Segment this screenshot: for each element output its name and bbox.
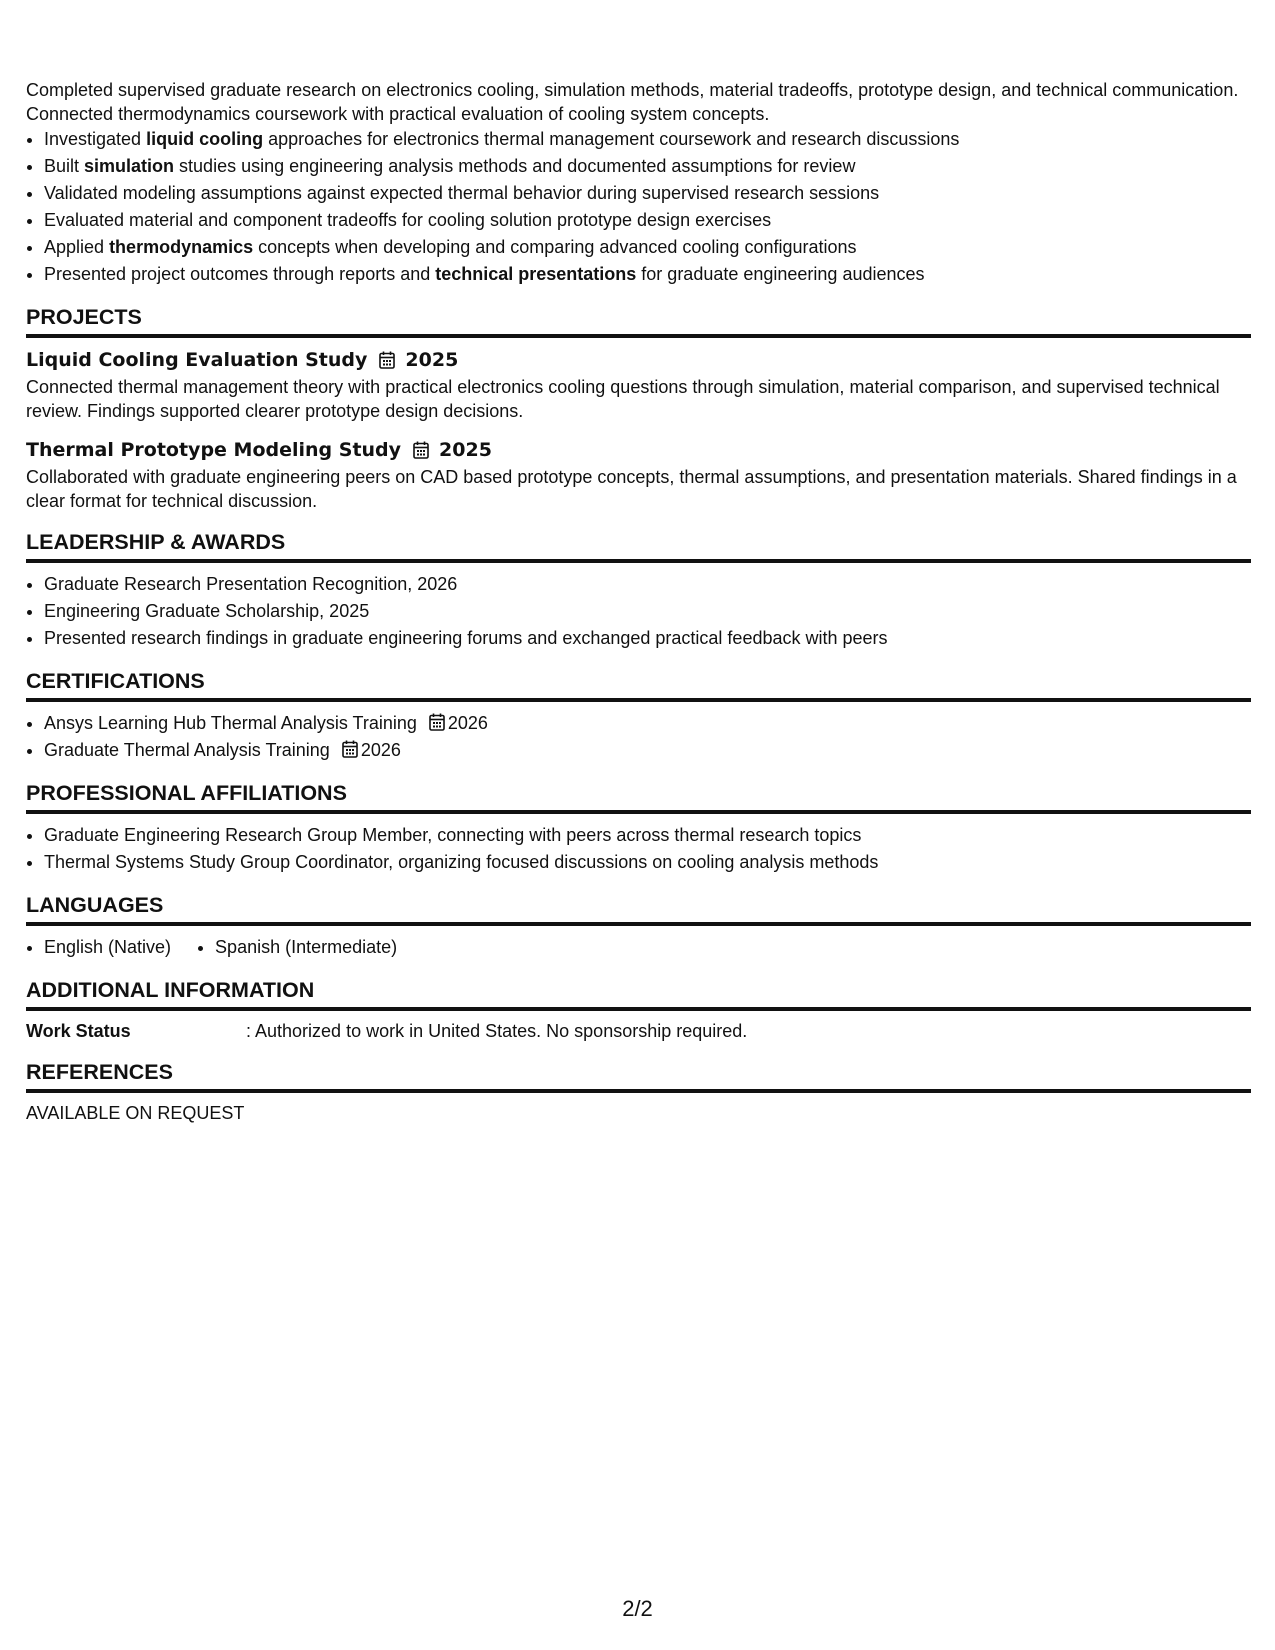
references-heading: REFERENCES [26,1058,1251,1093]
list-item: • Thermal Systems Study Group Coordinator, organizing focused discussions on cooling analysis methods [44,849,1251,876]
languages-list [26,934,1251,961]
certifications-list [26,710,1251,764]
project-title: Liquid Cooling Evaluation Study 2025 [26,349,459,371]
additional-info-heading: ADDITIONAL INFORMATION [26,976,1251,1011]
research-summary: Completed supervised graduate research on electronics cooling, simulation methods, material tradeoffs, prototype design, and technical communication. Connected thermodynamics coursework with practical evaluation of cooling system concepts. [26,80,1239,124]
projects-heading: PROJECTS [26,303,1251,338]
references-text: AVAILABLE ON REQUEST [26,1103,245,1123]
list-item: • Presented project outcomes through reports and technical presentations for graduate engineering audiences [44,261,1251,288]
list-item: • Applied thermodynamics concepts when developing and comparing advanced cooling configurations [44,234,1251,261]
affiliations-heading: PROFESSIONAL AFFILIATIONS [26,779,1251,814]
page-number: 2/2 [622,1596,653,1621]
project-year: 2025 [405,349,459,371]
calendar-icon [379,351,395,369]
list-item: • Evaluated material and component tradeoffs for cooling solution prototype design exercises [44,207,1251,234]
resume-page-content [26,78,1251,1125]
work-status-value: : Authorized to work in United States. No sponsorship required. [246,1021,748,1041]
calendar-icon [429,713,445,731]
list-item: • Investigated liquid cooling approaches for electronics thermal management coursework and research discussions [44,126,1251,153]
list-item: • Engineering Graduate Scholarship, 2025 [44,598,1251,625]
leadership-heading: LEADERSHIP & AWARDS [26,528,1251,563]
cert-year: 2026 [447,713,488,733]
work-status-row [26,1019,1251,1043]
calendar-icon [342,740,358,758]
certifications-heading: CERTIFICATIONS [26,667,1251,702]
list-item: • Spanish (Intermediate) [215,934,397,961]
project-title: Thermal Prototype Modeling Study 2025 [26,439,492,461]
list-item: • Presented research findings in graduate engineering forums and exchanged practical feedback with peers [44,625,1251,652]
languages-heading: LANGUAGES [26,891,1251,926]
list-item: • Graduate Research Presentation Recognition, 2026 [44,571,1251,598]
list-item: • English (Native) [44,934,171,961]
cert-year: 2026 [360,740,401,760]
project-description: Collaborated with graduate engineering peers on CAD based prototype concepts, thermal assumptions, and presentation materials. Shared findings in a clear format for technical discussion. [26,467,1237,511]
project-year: 2025 [439,439,492,461]
work-status-label: Work Status [26,1021,131,1041]
project-description: Connected thermal management theory with practical electronics cooling questions through simulation, material comparison, and supervised technical review. Findings supported clearer prototype design decisions. [26,377,1220,421]
research-bullets [26,126,1251,288]
affiliations-list [26,822,1251,876]
calendar-icon [413,441,429,459]
list-item: • Ansys Learning Hub Thermal Analysis Training 2026 [44,710,1251,737]
list-item: • Validated modeling assumptions against expected thermal behavior during supervised research sessions [44,180,1251,207]
leadership-list [26,571,1251,652]
list-item: • Built simulation studies using engineering analysis methods and documented assumptions for review [44,153,1251,180]
list-item: • Graduate Thermal Analysis Training 2026 [44,737,1251,764]
list-item: • Graduate Engineering Research Group Member, connecting with peers across thermal research topics [44,822,1251,849]
